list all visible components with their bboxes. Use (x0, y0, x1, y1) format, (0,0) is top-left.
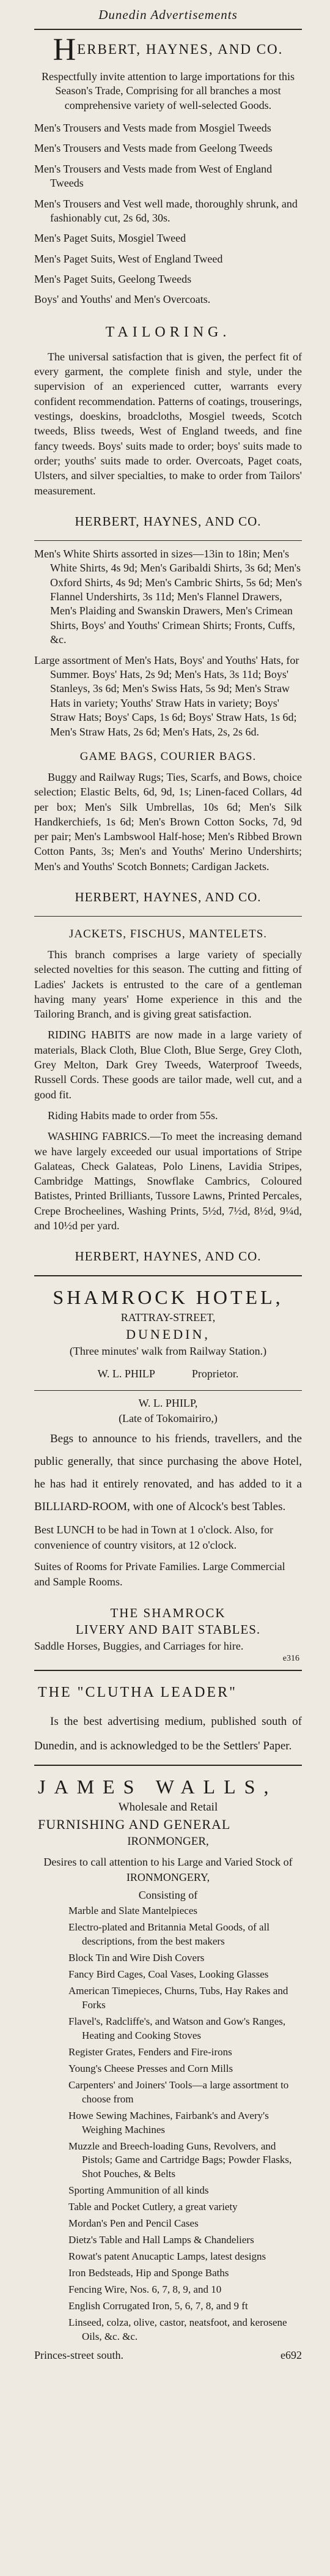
hotel-title-rest: HAMROCK HOTEL, (67, 1286, 284, 1309)
divider (34, 1390, 302, 1391)
stock-item: Marble and Slate Mantelpieces (68, 1905, 198, 1917)
jackets-heading: JACKETS, FISCHUS, MANTELETS. (68, 928, 268, 940)
stock-item: Fancy Bird Cages, Coal Vases, Looking Glasses (68, 1968, 269, 1981)
tailoring-body: The universal satisfaction that is given, the perfect fit of every garment, the complete finish and style, under the supervision of an experienced cutter, warrants every confident recommendation. Patterns of coatings, trouserings, vestings, doeskins, broadcloths, Mosgiel tweeds, Scotch tweeds, Bliss tweeds, West of England tweeds, and fine fancy tweeds. Boys' suits made to order; boys' suits made to order; youths' suits made to order. Overcoats, Paget coats, Ulsters, and silver specialties, to make to order from Tailors' measurement. (34, 350, 302, 497)
divider (34, 29, 302, 30)
haynes-item: Men's Paget Suits, Geelong Tweeds (34, 273, 192, 286)
stables-title: THE SHAMROCK (110, 1606, 226, 1621)
stock-item: Iron Bedsteads, Hip and Sponge Baths (68, 2267, 229, 2279)
shirts-item: Men's White Shirts assorted in sizes—13in to 18in; Men's White Shirts, 4s 9d; Men's Garibaldi Shirts, 3s 6d; Men's Oxford Shirts, 4s 9d; Men's Cambric Shirts, 5s 6d; Men's Flannel Undershirts, 3s 11d; Men's Flannel Drawers, Men's Plaiding and Swanskin Drawers, Men's Crimean Shirts, Boys' and Youths' Crimean Shirts; Fronts, Cuffs, &c. (34, 547, 302, 646)
stock-item: English Corrugated Iron, 5, 6, 7, 8, and 9 ft (68, 2299, 248, 2312)
hotel-city: DUNEDIN, (126, 1327, 210, 1342)
hotel-ref: e316 (282, 1654, 299, 1664)
tailoring-heading: TAILORING. (105, 324, 231, 340)
hotel-proprietor-label: Proprietor. (191, 1368, 239, 1380)
clutha-title: THE "CLUTHA LEADER" (38, 1684, 237, 1701)
game-bags-body: Buggy and Railway Rugs; Ties, Scarfs, and Bows, choice selection; Elastic Belts, 6d, 9d, 1s; Linen-faced Collars, 4d per box; Men's Silk Umbrellas, 10s 6d; Men's Silk Handkerchiefs, 1s 6d; Men's Brown Cotton Socks, 7d, 9d per pair; Men's Lambswool Half-hose; Men's Ribbed Brown Cotton Pants, 3s; Men's and Youths' Merino Undershirts; Men's and Youths' Scotch Bonnets; Cardigan Jackets. (34, 770, 302, 873)
hotel-distance: (Three minutes' walk from Railway Station.) (69, 1345, 267, 1358)
haynes-item: Men's Trousers and Vests made from West of England Tweeds (34, 162, 273, 190)
stock-item: Young's Cheese Presses and Corn Mills (68, 2062, 233, 2074)
divider (34, 916, 302, 917)
haynes-item: Men's Trousers and Vests made from Geelong Tweeds (34, 142, 273, 155)
stock-item: Table and Pocket Cutlery, a great variety (68, 2201, 238, 2213)
stock-item: Flavel's, Radcliffe's, and Watson and Gow's Ranges, Heating and Cooking Stoves (68, 2016, 286, 2041)
haynes-title-initial: H (53, 32, 78, 67)
hotel-proprietor-line (34, 1368, 302, 1380)
stock-item: American Timepieces, Churns, Tubs, Hay Rakes and Forks (68, 1985, 288, 2011)
stock-item: Register Grates, Fenders and Fire-irons (68, 2046, 232, 2058)
game-bags-heading: GAME BAGS, COURIER BAGS. (79, 750, 257, 763)
stables-line: Saddle Horses, Buggies, and Carriages for hire. (34, 1640, 244, 1653)
walls-title-rest: AMES WALLS, (54, 1776, 277, 1798)
haynes-item: Men's Trousers and Vests made from Mosgiel Tweeds (34, 121, 271, 134)
tailoring-signature: HERBERT, HAYNES, AND CO. (75, 513, 262, 529)
stock-item: Fencing Wire, Nos. 6, 7, 8, 9, and 10 (68, 2283, 222, 2295)
washing-fabrics-body: WASHING FABRICS.—To meet the increasing demand we have largely exceeded our usual importations of Stripe Galateas, Check Galateas, Polo Linens, Lavidia Stripes, Cambridge Mattings, Snowflake Cambrics, Coloured Batistes, Printed Brilliants, Tussore Lawns, Printed Percales, Crepe Brocheelines, Washing Prints, 5½d, 7½d, 8½d, 9¼d, and 10½d per yard. (34, 1130, 302, 1232)
walls-stock-list (34, 1904, 302, 2343)
stock-item: Sporting Ammunition of all kinds (68, 2184, 209, 2197)
hotel-title-initial: S (53, 1286, 67, 1309)
walls-sub: Wholesale and Retail (118, 1801, 218, 1814)
riding-habits-body: RIDING HABITS are now made in a large variety of materials, Black Cloth, Blue Cloth, Blue Serge, Grey Cloth, Grey Melton, Dark Grey Tweeds, Waterproof Tweeds, Russell Cords. These goods are tailor made, well cut, and a good fit. (34, 1029, 302, 1101)
hotel-suites: Suites of Rooms for Private Families. Large Commercial and Sample Rooms. (34, 1560, 285, 1588)
haynes-title (34, 32, 302, 67)
stock-item: Electro-plated and Britannia Metal Goods, of all descriptions, from the best makers (68, 1921, 270, 1948)
walls-footer-ref: e692 (280, 2348, 302, 2361)
haynes-items (34, 121, 302, 307)
divider (34, 1765, 302, 1766)
shirts-signature: HERBERT, HAYNES, AND CO. (75, 890, 262, 904)
stock-item: Rowat's patent Anucaptic Lamps, latest designs (68, 2250, 266, 2263)
divider (34, 540, 302, 541)
stock-item: Mordan's Pen and Pencil Cases (68, 2217, 199, 2230)
clutha-body: Is the best advertising medium, published south of Dunedin, and is acknowledged to be the Settlers' Paper. (34, 1715, 302, 1753)
stock-item: Carpenters' and Joiners' Tools—a large assortment to choose from (68, 2079, 289, 2105)
haynes-item: Men's Paget Suits, West of England Tweed (34, 252, 223, 265)
jackets-signature: HERBERT, HAYNES, AND CO. (75, 1249, 262, 1264)
hotel-street: RATTRAY-STREET, (120, 1311, 216, 1324)
stock-item: Muzzle and Breech-loading Guns, Revolvers, and Pistols; Game and Cartridge Bags; Powder Flasks, Shot Pouches, & Belts (68, 2140, 292, 2180)
hotel-subhead-name: W. L. PHILP, (138, 1397, 198, 1410)
stock-item: Block Tin and Wire Dish Covers (68, 1952, 205, 1964)
hotel-subhead-note: (Late of Tokomairiro,) (119, 1412, 218, 1425)
haynes-title-rest: ERBERT, HAYNES, AND CO. (77, 42, 284, 57)
divider (34, 1275, 302, 1276)
stock-item: Howe Sewing Machines, Fairbank's and Avery's Weighing Machines (68, 2109, 269, 2135)
haynes-intro: Respectfully invite attention to large importations for this Season's Trade, Comprising for all branches a most comprehensive variety of well-selected Goods. (41, 70, 295, 111)
hotel-body: Begs to announce to his friends, travellers, and the public generally, that since purchasing the above Hotel, he has had it entirely renovated, and has added to it a BILLIARD-ROOM, with one of Alcock's best Tables. (34, 1432, 302, 1514)
walls-consisting: Consisting of (138, 1889, 198, 1902)
haynes-item: Men's Paget Suits, Mosgiel Tweed (34, 232, 186, 245)
walls-title-initial: J (38, 1776, 54, 1798)
walls-intro: Desires to call attention to his Large and Varied Stock of IRONMONGERY, (43, 1856, 293, 1884)
jackets-body: This branch comprises a large variety of specially selected novelties for this season. The cutting and fitting of Ladies' Jackets is entrusted to the care of a gentleman having many years' Home experience in this and the Tailoring Branch, and is giving great satisfaction. (34, 948, 302, 1021)
riding-habits-price: Riding Habits made to order from 55s. (48, 1109, 218, 1122)
hotel-proprietor-name: W. L. PHILP (97, 1368, 155, 1380)
hotel-title (34, 1286, 302, 1309)
stock-item: Linseed, colza, olive, castor, neatsfoot, and kerosene Oils, &c. &c. (68, 2316, 287, 2342)
stables-subtitle: LIVERY AND BAIT STABLES. (75, 1622, 261, 1637)
walls-trade: FURNISHING AND GENERAL (38, 1817, 231, 1833)
walls-footer-street: Princes-street south. (34, 2348, 123, 2361)
haynes-item: Men's Trousers and Vest well made, thoroughly shrunk, and fashionably cut, 2s 6d, 30s. (34, 197, 298, 224)
stock-item: Dietz's Table and Hall Lamps & Chandeliers (68, 2234, 254, 2246)
running-head: Dunedin Advertisements (98, 7, 238, 22)
walls-title (34, 1776, 302, 1798)
divider (34, 1670, 302, 1671)
hats-item: Large assortment of Men's Hats, Boys' and Youths' Hats, for Summer. Boys' Hats, 2s 9d; Men's Hats, 3s 11d; Boys' Stanleys, 3s 6d; Men's Swiss Hats, 5s 9d; Men's Straw Hats in variety; Youths' Straw Hats in variety; Boys' Straw Hats; Boys' Caps, 1s 6d; Boys' Straw Hats, 1s 6d; Men's Straw Hats, 2s 6d; Men's Hats, 2s, 2s 6d. (34, 653, 299, 738)
walls-trade-2: IRONMONGER, (127, 1835, 209, 1848)
walls-footer (34, 2349, 302, 2362)
hotel-lunch: Best LUNCH to be had in Town at 1 o'clock. Also, for convenience of country visitors, at 12 o'clock. (34, 1523, 274, 1551)
haynes-item: Boys' and Youths' and Men's Overcoats. (34, 293, 211, 306)
